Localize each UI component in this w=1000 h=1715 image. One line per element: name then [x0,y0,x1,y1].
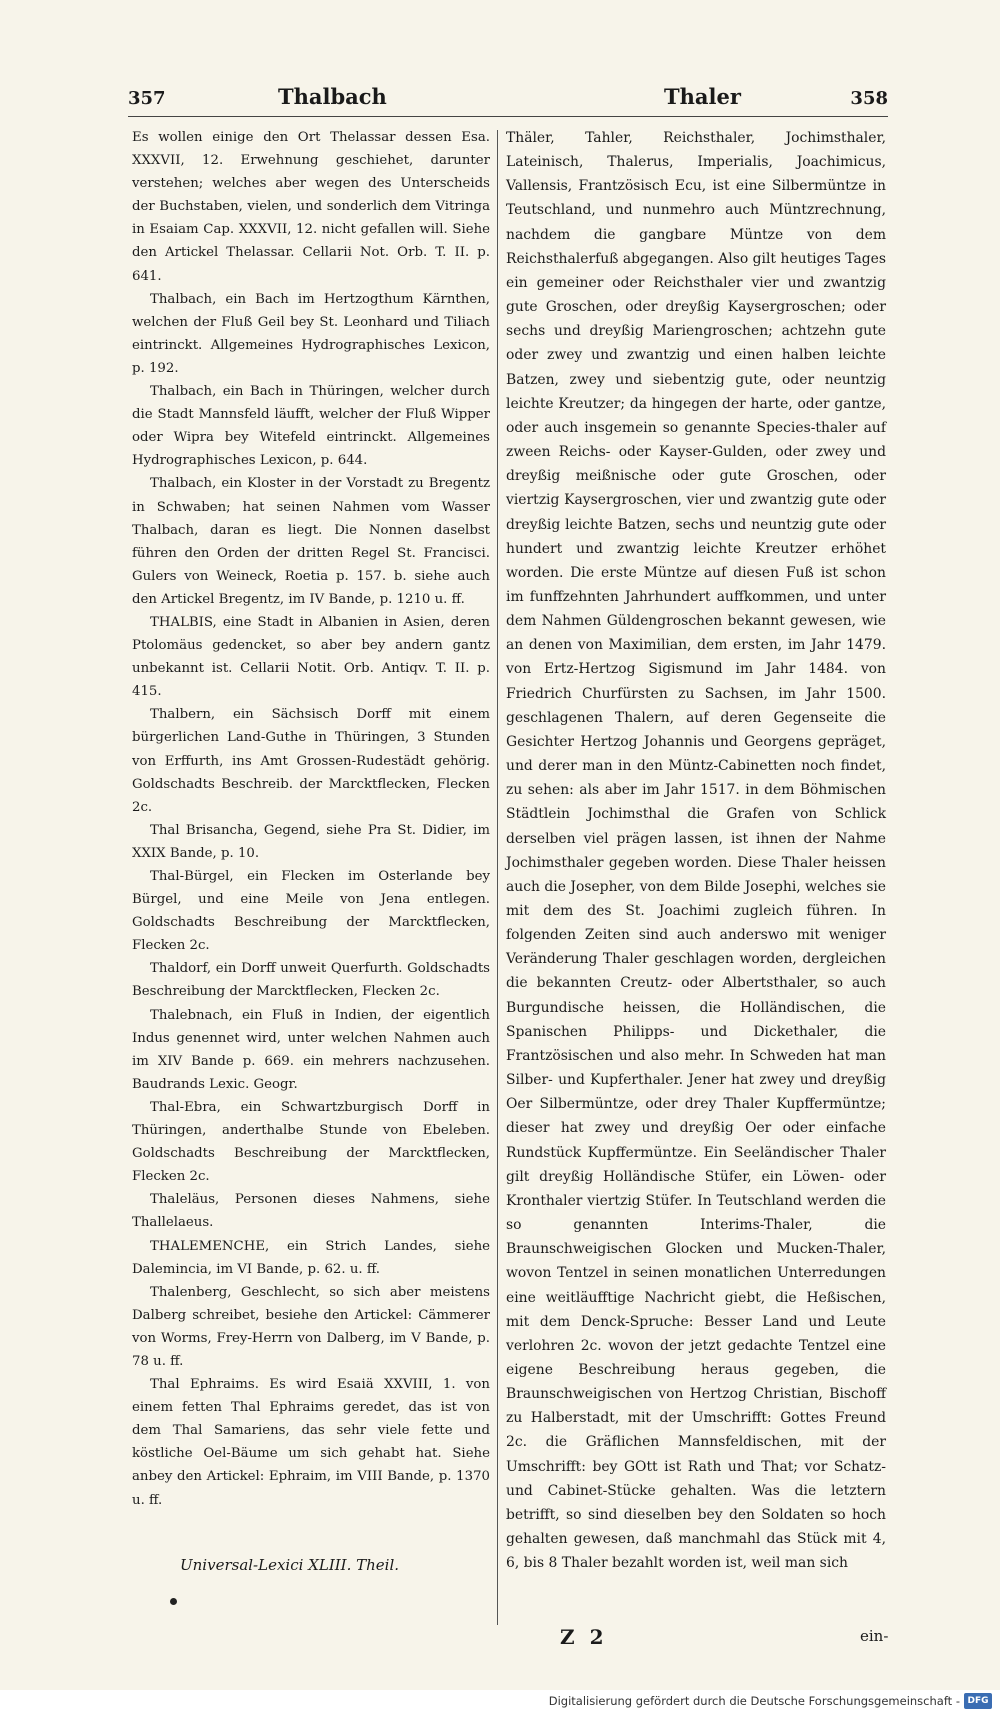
entry-thaler: Thäler, Tahler, Reichsthaler, Jochimsthaler, Lateinisch, Thalerus, Imperialis, Joachimicus, Vallensis, Frantzösisch Ecu, ist eine Silbermüntze in Teutschland, und nunmehro auch Müntzrechnung, nachdem die gangbare Müntze von dem Reichsthalerfuß abgegangen. Also gilt heutiges Tages ein gemeiner oder Reichsthaler vier und zwantzig gute Groschen, oder dreyßig Kaysergroschen; oder sechs und dreyßig Mariengroschen; achtzehn gute oder zwey und zwantzig und einen halben leichte Batzen, zwey und siebentzig gute, oder neuntzig leichte Kreutzer; da hingegen der harte, oder gantze, oder auch insgemein so genannte Species-thaler auf zween Reichs- oder Kayser-Gulden, oder zwey und dreyßig meißnische oder gute Groschen, oder viertzig Kaysergroschen, vier und zwantzig gute oder dreyßig leichte Batzen, sechs und neuntzig gute oder hundert und zwantzig leichte Kreutzer erhöhet worden. Die erste Müntze auf diesen Fuß ist schon im funffzehnten Jahrhundert auffkommen, und unter dem Nahmen Güldengroschen bekannt gewesen, wie an denen von Maximilian, dem ersten, im Jahr 1479. von Ertz-Hertzog Sigismund im Jahr 1484. von Friedrich Churfürsten zu Sachsen, im Jahr 1500. geschlagenen Thalern, auf deren Gegenseite die Gesichter Hertzog Johannis und Georgens gepräget, und derer man in den Müntz-Cabinetten noch findet, zu sehen: als aber im Jahr 1517. in dem Böhmischen Städtlein Jochimsthal die Grafen von Schlick derselben viel prägen lassen, ist ihnen der Nahme Jochimsthaler gegeben worden. Diese Thaler heissen auch die Josepher, von dem Bilde Josephi, welches sie mit dem des St. Joachimi zugleich führen. In folgenden Zeiten sind auch anderswo mit weniger Veränderung Thaler geschlagen worden, dergleichen die bekannten Creutz- oder Albertsthaler, so auch Burgundische heissen, die Holländischen, die Spanischen Philipps- und Dickethaler, die Frantzösischen und also mehr. In Schweden hat man Silber- und Kupferthaler. Jener hat zwey und dreyßig Oer Silbermüntze, oder drey Thaler Kupffermüntze; dieser hat zwey und dreyßig Oer oder einfache Rundstück Kupffermüntze. Ein Seeländischer Thaler gilt dreyßig Holländische Stüfer, ein Löwen- oder Kronthaler viertzig Stüfer. In Teutschland werden die so genannten Interims-Thaler, die Braunschweigischen Glocken und Mucken-Thaler, wovon Tentzel in seinen monatlichen Unterredungen eine weitläufftige Nachricht giebt, die Heßischen, mit dem Denck-Spruche: Besser Land und Leute verlohren 2c. wovon der jetzt gedachte Tentzel eine eigene Beschreibung heraus gegeben, die Braunschweigischen von Hertzog Christian, Bischoff zu Halberstadt, mit der Umschrifft: Gottes Freund 2c. die Gräflichen Mannsfeldischen, mit der Umschrifft: bey GOtt ist Rath und That; vor Schatz- und Cabinet-Stücke gehalten. Was die letztern betrifft, so sind dieselben bey den Soldaten so hoch gehalten gewesen, daß manchmahl das Stück mit 4, 6, bis 8 Thaler bezahlt worden ist, weil man sich [506,130,886,1572]
ink-dot [170,1598,177,1605]
funding-note: Digitalisierung gefördert durch die Deutsche Forschungsgemeinschaft - [548,1694,960,1708]
running-head-right: Thaler [664,84,741,109]
entry-thalenberg: Thalenberg, Geschlecht, so sich aber meistens Dalberg schreibet, besiehe den Artickel: Cämmerer von Worms, Frey-Herrn von Dalberg, im V Bande, p. 78 u. ff. [132,1284,490,1369]
entry-thalbach-thueringen: Thalbach, ein Bach in Thüringen, welcher durch die Stadt Mannsfeld läufft, welcher der Fluß Wipper oder Wipra bey Witefeld eintrinckt. Allgemeines Hydrographisches Lexicon, p. 644. [132,384,490,469]
page-number-right: 358 [850,88,888,109]
entry-thal-ephraims: Thal Ephraims. Es wird Esaiä XXVIII, 1. von einem fetten Thal Ephraims geredet, das ist von dem Thal Samariens, das sehr viele fette und köstliche Oel-Bäume um sich gehabt hat. Siehe anbey den Artickel: Ephraim, im VIII Bande, p. 1370 u. ff. [132,1377,490,1508]
entry-thalebnach: Thalebnach, ein Fluß in Indien, der eigentlich Indus genennet wird, unter welchen Nahmen auch im XIV Bande p. 669. ein mehrers nachzusehen. Baudrands Lexic. Geogr. [132,1007,490,1092]
page-header [128,82,888,116]
entry-thal-ebra: Thal-Ebra, ein Schwartzburgisch Dorff in Thüringen, anderthalbe Stunde von Ebeleben. Goldschadts Beschreibung der Marcktflecken, Flecken 2c. [132,1099,490,1185]
entry-thalbern: Thalbern, ein Sächsisch Dorff mit einem bürgerlichen Land-Guthe in Thüringen, 3 Stunden von Erffurth, ins Amt Grossen-Rudestädt gehörig. Goldschadts Beschreib. der Marcktflecken, Flecken 2c. [132,707,490,815]
entry-thelassar: Es wollen einige den Ort Thelassar dessen Esa. XXXVII, 12. Erwehnung geschiehet, darunter verstehen; welches aber wegen des Unterscheids der Buchstaben, vielen, und sonderlich dem Vitringa in Esaiam Cap. XXXVII, 12. nicht gefallen will. Siehe den Artickel Thelassar. Cellarii Not. Orb. T. II. p. 641. [132,130,490,284]
left-column [132,126,490,1512]
entry-thalbach-kaernthen: Thalbach, ein Bach im Hertzogthum Kärnthen, welchen der Fluß Geil bey St. Leonhard und Tiliach eintrinckt. Allgemeines Hydrographisches Lexicon, p. 192. [132,291,490,376]
running-head-left: Thalbach [278,84,387,109]
entry-thalelaeus: Thaleläus, Personen dieses Nahmens, siehe Thallelaeus. [132,1192,490,1231]
entry-thaldorf: Thaldorf, ein Dorff unweit Querfurth. Goldschadts Beschreibung der Marcktflecken, Flecken 2c. [132,961,490,1000]
right-column [506,126,886,1575]
entry-thalbach-kloster: Thalbach, ein Kloster in der Vorstadt zu Bregentz in Schwaben; hat seinen Nahmen vom Wasser Thalbach, daran es liegt. Die Nonnen daselbst führen den Orden der dritten Regel St. Francisci. Gulers von Weineck, Roetia p. 157. b. siehe auch den Artickel Bregentz, im IV Bande, p. 1210 u. ff. [132,476,490,607]
catchword: ein- [860,1627,889,1645]
page-number-left: 357 [128,88,166,109]
column-divider [497,130,498,1625]
signature-mark: Z 2 [560,1625,608,1649]
dfg-logo-icon: DFG [964,1693,992,1709]
entry-thal-brisancha: Thal Brisancha, Gegend, siehe Pra St. Didier, im XXIX Bande, p. 10. [132,822,490,861]
volume-footer: Universal-Lexici XLIII. Theil. [180,1556,400,1574]
entry-thalbis: THALBIS, eine Stadt in Albanien in Asien, deren Ptolomäus gedencket, so aber bey andern gantz unbekannt ist. Cellarii Notit. Orb. Antiqv. T. II. p. 415. [132,614,490,700]
entry-thalemenche: THALEMENCHE, ein Strich Landes, siehe Dalemincia, im VI Bande, p. 62. u. ff. [132,1238,490,1277]
entry-thal-buergel: Thal-Bürgel, ein Flecken im Osterlande bey Bürgel, und eine Meile von Jena entlegen. Goldschadts Beschreibung der Marcktflecken, Flecken 2c. [132,869,490,954]
header-rule [128,116,888,117]
